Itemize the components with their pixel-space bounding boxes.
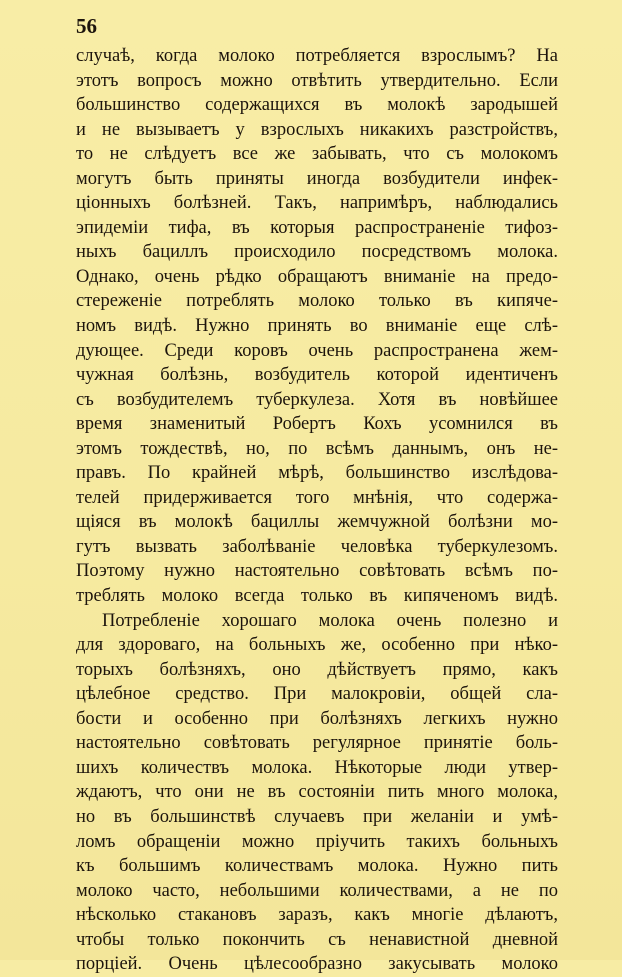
text-line: Однако, очень рѣдко обращаютъ вниманіе на предо- xyxy=(76,266,558,287)
text-line: ныхъ бациллъ происходило посредствомъ молока. xyxy=(76,242,558,263)
text-line: большинство содержащихся въ молокѣ зародышей xyxy=(76,95,558,116)
text-line: чтобы только покончить съ ненавистной дневной xyxy=(76,929,558,950)
text-line: гутъ вызвать заболѣваніе человѣка туберкулезомъ. xyxy=(76,536,558,557)
text-line: для здороваго, на больныхъ же, особенно при нѣко- xyxy=(76,635,558,656)
text-line: щіяся въ молокѣ бациллы жемчужной болѣзни мо- xyxy=(76,512,558,533)
text-line: этомъ тождествѣ, но, по всѣмъ даннымъ, онъ не- xyxy=(76,438,558,459)
text-line: настоятельно совѣтовать регулярное принятіе боль- xyxy=(76,733,558,754)
text-line: цѣлебное средство. При малокровіи, общей сла- xyxy=(76,684,558,705)
text-line: шихъ количествъ молока. Нѣкоторые люди утвер- xyxy=(76,757,558,778)
text-line: телей придерживается того мнѣнія, что содержа- xyxy=(76,487,558,508)
text-line: торыхъ болѣзняхъ, оно дѣйствуетъ прямо, какъ xyxy=(76,659,558,680)
text-line: случаѣ, когда молоко потребляется взрослымъ? На xyxy=(76,46,558,66)
text-line: порціей. Очень цѣлесообразно закусывать молоко xyxy=(76,954,558,975)
text-line: правъ. По крайней мѣрѣ, большинство изслѣдова- xyxy=(76,463,558,484)
paragraph-end-line: треблять молоко всегда только въ кипяченомъ видѣ. xyxy=(76,586,558,607)
text-line: номъ видѣ. Нужно принять во вниманіе еще слѣ- xyxy=(76,316,558,337)
text-line: этотъ вопросъ можно отвѣтить утвердительно. Если xyxy=(76,70,558,91)
text-line: могутъ быть приняты иногда возбудители инфек- xyxy=(76,168,558,189)
text-line: время знаменитый Робертъ Кохъ усомнился въ xyxy=(76,414,558,435)
page-number: 56 xyxy=(76,14,97,38)
text-line: съ возбудителемъ туберкулеза. Хотя въ новѣйшее xyxy=(76,389,558,410)
text-line: бости и особенно при болѣзняхъ легкихъ нужно xyxy=(76,708,558,729)
paragraph-start-line: Потребленіе хорошаго молока очень полезно и xyxy=(102,610,558,631)
text-line: но въ большинствѣ случаевъ при желаніи и умѣ- xyxy=(76,806,558,827)
text-line: стереженіе потреблять молоко только въ кипяче- xyxy=(76,291,558,312)
body-text xyxy=(76,44,558,977)
text-line: молоко часто, небольшими количествами, а не по xyxy=(76,880,558,901)
text-line: чужная болѣзнь, возбудитель которой идентиченъ xyxy=(76,365,558,386)
text-line: Поэтому нужно настоятельно совѣтовать всѣмъ по- xyxy=(76,561,558,582)
text-line: то не слѣдуетъ все же забывать, что съ молокомъ xyxy=(76,144,558,165)
text-line: ціонныхъ болѣзней. Такъ, напримѣръ, наблюдались xyxy=(76,193,558,214)
text-line: ломъ обращеніи можно пріучить такихъ больныхъ xyxy=(76,831,558,852)
text-line: дующее. Среди коровъ очень распространена жем- xyxy=(76,340,558,361)
text-line: къ большимъ количествамъ молока. Нужно пить xyxy=(76,856,558,877)
text-line: и не вызываетъ у взрослыхъ никакихъ разстройствъ, xyxy=(76,119,558,140)
text-line: эпидеміи тифа, въ которыя распространеніе тифоз- xyxy=(76,217,558,238)
text-line: нѣсколько стакановъ заразъ, какъ многіе дѣлаютъ, xyxy=(76,905,558,926)
text-line: ждаютъ, что они не въ состояніи пить много молока, xyxy=(76,782,558,803)
